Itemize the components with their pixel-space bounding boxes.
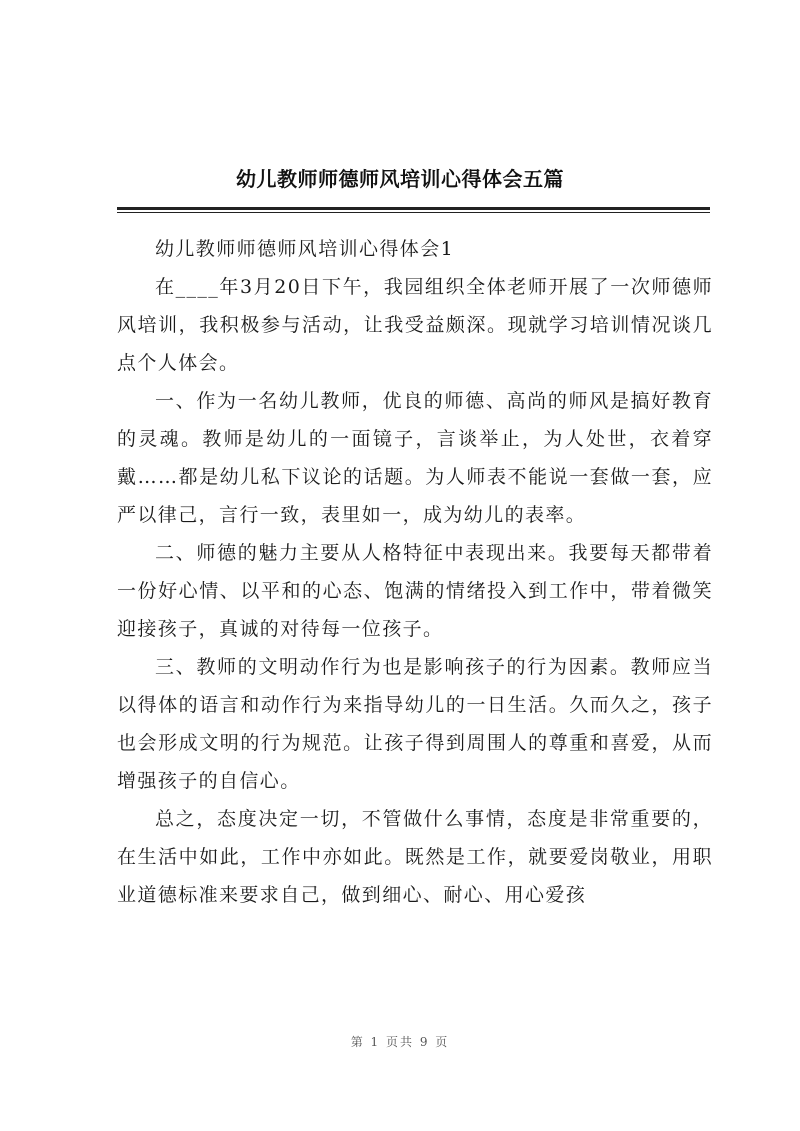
- paragraph-point-3: 三、教师的文明动作行为也是影响孩子的行为因素。教师应当以得体的语言和动作行为来指导幼儿的一日生活。久而久之，孩子也会形成文明的行为规范。让孩子得到周围人的尊重和喜爱，从而增强孩子的自信心。: [117, 656, 713, 792]
- paragraph-conclusion: 总之，态度决定一切，不管做什么事情，态度是非常重要的，在生活中如此，工作中亦如此。既然是工作，就要爱岗敬业，用职业道德标准来要求自己，做到细心、耐心、用心爱孩: [117, 808, 713, 906]
- section-heading: 幼儿教师师德师风培训心得体会1: [155, 238, 455, 260]
- page-number: 第 1 页共 9 页: [350, 1035, 450, 1049]
- paragraph-intro: 在____年3月20日下午，我园组织全体老师开展了一次师德师风培训，我积极参与活动，让我受益颇深。现就学习培训情况谈几点个人体会。: [117, 276, 713, 374]
- title-rule-thick: [117, 207, 710, 210]
- title-rule-thin: [117, 212, 710, 213]
- document-title: 幼儿教师师德师风培训心得体会五篇: [236, 167, 564, 191]
- document-body: [117, 230, 713, 914]
- paragraph-point-1: 一、作为一名幼儿教师，优良的师德、高尚的师风是搞好教育的灵魂。教师是幼儿的一面镜子，言谈举止，为人处世，衣着穿戴……都是幼儿私下议论的话题。为人师表不能说一套做一套，应严以律己，言行一致，表里如一，成为幼儿的表率。: [117, 390, 713, 526]
- paragraph-point-2: 二、师德的魅力主要从人格特征中表现出来。我要每天都带着一份好心情、以平和的心态、饱满的情绪投入到工作中，带着微笑迎接孩子，真诚的对待每一位孩子。: [117, 542, 713, 640]
